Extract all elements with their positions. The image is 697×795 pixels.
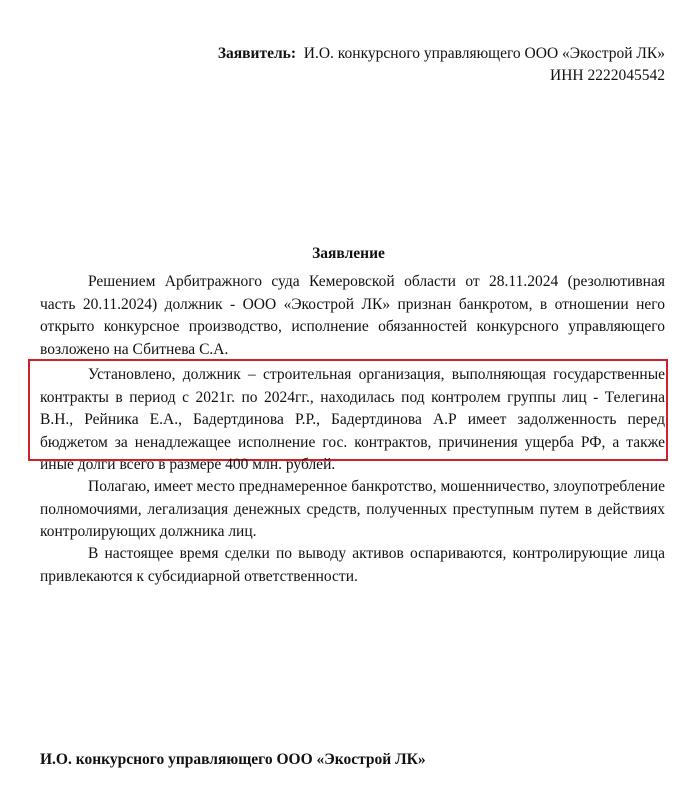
paragraph-text: Полагаю, имеет место преднамеренное банкротство, мошенничество, злоупотребление полномочиями, легализация денежных средств, полученных преступным путем в действиях контролирующих должника лиц. (40, 478, 665, 540)
applicant-header (218, 43, 665, 87)
paragraph-text: Установлено, должник – строительная организация, выполняющая государственные контракты в период с 2021г. по 2024гг., находилась под контролем группы лиц - Телегина В.Н., Рейника Е.А., Бадертдинова Р.Р., Бадертдинова А.Р имеет задолженность перед бюджетом за ненадлежащее исполнение гос. контрактов, причинения ущерба РФ, а также иные долги всего в размере 400 млн. рублей. (40, 366, 665, 473)
paragraph-allegation (40, 476, 665, 544)
document-title: Заявление (312, 245, 385, 262)
applicant-label: Заявитель: (217, 45, 297, 62)
paragraph-text: В настоящее время сделки по выводу активов оспариваются, контролирующие лица привлекаются к субсидиарной ответственности. (40, 545, 665, 585)
paragraph-debtor-details (40, 364, 665, 477)
applicant-name: И.О. конкурсного управляющего ООО «Экострой ЛК» (303, 45, 665, 62)
signature-line: И.О. конкурсного управляющего ООО «Экострой ЛК» (40, 751, 426, 768)
applicant-inn: ИНН 2222045542 (550, 67, 665, 84)
paragraph-current-status (40, 543, 665, 588)
applicant-line (218, 43, 665, 65)
paragraph-bankruptcy-decision (40, 271, 665, 361)
paragraph-text: Решением Арбитражного суда Кемеровской области от 28.11.2024 (резолютивная часть 20.11.2024) должник - ООО «Экострой ЛК» признан банкротом, в отношении него открыто конкурсное производство, исполнение обязанностей конкурсного управляющего возложено на Сбитнева С.А. (40, 273, 665, 358)
